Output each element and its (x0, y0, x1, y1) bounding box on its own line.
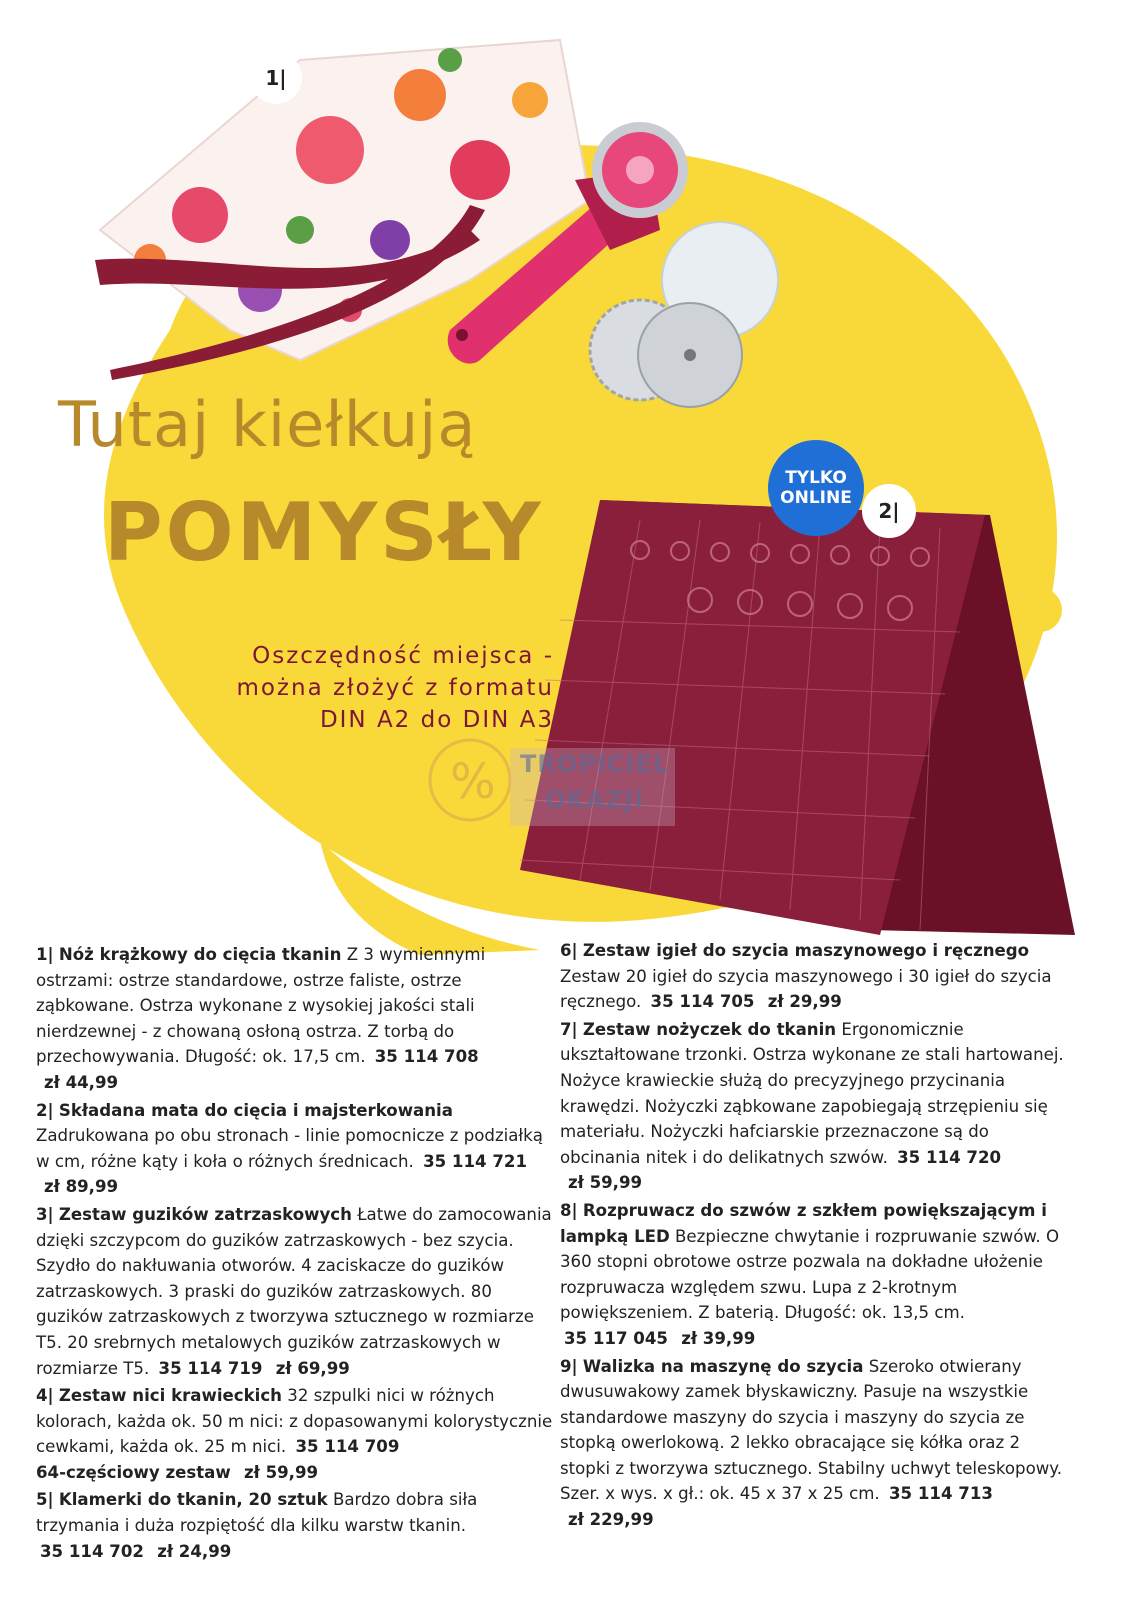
product-number: 1| (36, 945, 54, 964)
product-number: 4| (36, 1386, 54, 1406)
product-code: 35 114 720 (897, 1147, 1002, 1167)
product-number-1: 1| (250, 52, 302, 104)
product-item-7 (560, 1017, 1070, 1196)
tagline-line-1: Oszczędność miejsca - (252, 643, 554, 669)
watermark-line-2: OKAZJI (545, 786, 644, 814)
product-description: Bardzo dobra siła trzymania i duża rozpiętość dla kilku warstw tkanin. (36, 1490, 478, 1536)
product-item-3 (36, 1202, 556, 1381)
product-price: zł 59,99 (243, 1462, 319, 1482)
product-description: 32 szpulki nici w różnych kolorach, każda ok. 50 m nici: z dopasowanymi kolorystycznie cewkami, każda ok. 25 m nici. (36, 1386, 553, 1457)
watermark-text (520, 746, 669, 818)
product-price: zł 44,99 (44, 1072, 119, 1092)
product-code: 35 114 702 (40, 1541, 144, 1561)
product-number-2: 2| (862, 484, 916, 538)
product-title: Klamerki do tkanin, 20 sztuk (58, 1490, 328, 1510)
product-code: 35 114 721 (423, 1151, 527, 1171)
badge-line-2: ONLINE (780, 488, 852, 508)
product-price: zł 69,99 (275, 1358, 350, 1378)
product-code: 35 114 719 (158, 1358, 263, 1378)
product-item-2 (36, 1098, 556, 1200)
product-description: Bezpieczne chwytanie i rozpruwanie szwów. O 360 stopni obrotowe ostrze pozwala na dokładne ułożenie rozpruwacza względem szwu. Lupa z 2-krotnym powiększeniem. Z baterią. Długość: ok. 13,5 cm. (560, 1226, 1060, 1323)
product-price: zł 24,99 (157, 1541, 232, 1561)
product-number: 2| (36, 1100, 54, 1120)
product-price: zł 89,99 (44, 1177, 119, 1197)
product-price: zł 29,99 (767, 992, 842, 1012)
product-item-1 (36, 942, 556, 1096)
product-title: Zestaw igieł do szycia maszynowego i ręcznego (582, 941, 1030, 960)
product-price: zł 39,99 (681, 1328, 756, 1348)
product-code: 35 114 713 (888, 1484, 993, 1504)
product-title: Zestaw nici krawieckich (58, 1386, 282, 1406)
watermark-line-1: TROPICIEL (520, 750, 670, 778)
product-title: Nóż krążkowy do cięcia tkanin (58, 945, 342, 964)
mat-tagline (236, 640, 554, 736)
product-title: Składana mata do cięcia i majsterkowania (58, 1100, 453, 1120)
product-code: 35 114 705 (650, 992, 755, 1012)
badge-line-1: TYLKO (785, 468, 847, 488)
product-item-9 (560, 1354, 1070, 1533)
online-only-badge (768, 440, 864, 536)
product-number: 6| (560, 941, 578, 960)
product-description: Szeroko otwierany dwusuwakowy zamek błyskawiczny. Pasuje na wszystkie standardowe maszyny do szycia i maszyny do szycia ze stopką owerlokową. 2 lekko obracające się kółka oraz 2 stopki z tworzywa sztucznego. Stabilny uchwyt teleskopowy. Szer. x wys. x gł.: ok. 45 x 37 x 25 cm. (560, 1356, 1063, 1504)
product-item-4 (36, 1383, 556, 1485)
headline-top: Tutaj kiełkują (58, 388, 477, 461)
product-description: Łatwe do zamocowania dzięki szczypcom do guzików zatrzaskowych - bez szycia. Szydło do nakłuwania otworów. 4 zaciskacze do guzików zatrzaskowych. 3 praski do guzików zatrzaskowych. 80 guzików zatrzaskowych z tworzywa sztucznego w rozmiarze T5. 20 srebrnych metalowych guzików zatrzaskowych w rozmiarze T5. (36, 1204, 552, 1378)
product-title: Rozpruwacz do szwów z szkłem powiększającym i lampką LED (560, 1200, 1047, 1246)
product-description: Zadrukowana po obu stronach - linie pomocnicze z podziałką w cm, różne kąty i koła o różnych średnicach. (36, 1126, 543, 1171)
watermark (430, 740, 680, 830)
product-price: zł 229,99 (568, 1510, 654, 1530)
product-item-5 (36, 1487, 556, 1564)
product-item-8 (560, 1198, 1070, 1352)
cutting-mat (520, 500, 1075, 935)
product-description: Ergonomicznie ukształtowane trzonki. Ostrza wykonane ze stali hartowanej. Nożyce krawieckie służą do precyzyjnego przycinania krawędzi. Nożyczki ząbkowane zapobiegają strzępieniu się materiału. Nożyczki hafciarskie przeznaczone są do obcinania nitek i do delikatnych szwów. (560, 1019, 1064, 1167)
product-price: zł 59,99 (568, 1173, 643, 1193)
product-item-6 (560, 938, 1070, 1015)
product-description: Z 3 wymiennymi ostrzami: ostrze standardowe, ostrze faliste, ostrze ząbkowane. Ostrza wykonane z wysokiej jakości stali nierdzewnej - z chowaną osłoną ostrza. Z torbą do przechowywania. Długość: ok. 17,5 cm. (36, 945, 486, 1067)
product-title: Zestaw nożyczek do tkanin (582, 1019, 837, 1039)
product-number: 9| (560, 1356, 578, 1376)
product-code: 35 114 709 (295, 1437, 400, 1457)
product-number: 8| (560, 1200, 578, 1220)
product-list-left (36, 942, 556, 1566)
headline-bottom: POMYSŁY (104, 486, 544, 579)
watermark-percent-icon: % (450, 754, 496, 810)
product-list-right (560, 938, 1070, 1535)
product-code: 35 114 708 (374, 1047, 479, 1067)
product-title: Walizka na maszynę do szycia (582, 1356, 864, 1376)
product-number: 7| (560, 1019, 578, 1039)
product-code: 35 117 045 (564, 1328, 668, 1348)
tagline-line-2: można złożyć z formatu (236, 675, 554, 701)
product-title: Zestaw guzików zatrzaskowych (58, 1204, 352, 1224)
product-number: 3| (36, 1204, 54, 1224)
tagline-line-3: DIN A2 do DIN A3 (319, 707, 554, 733)
product-variant: 64-częściowy zestaw (36, 1462, 231, 1482)
product-description: Zestaw 20 igieł do szycia maszynowego i 30 igieł do szycia ręcznego. (560, 966, 1052, 1012)
product-number: 5| (36, 1490, 54, 1510)
